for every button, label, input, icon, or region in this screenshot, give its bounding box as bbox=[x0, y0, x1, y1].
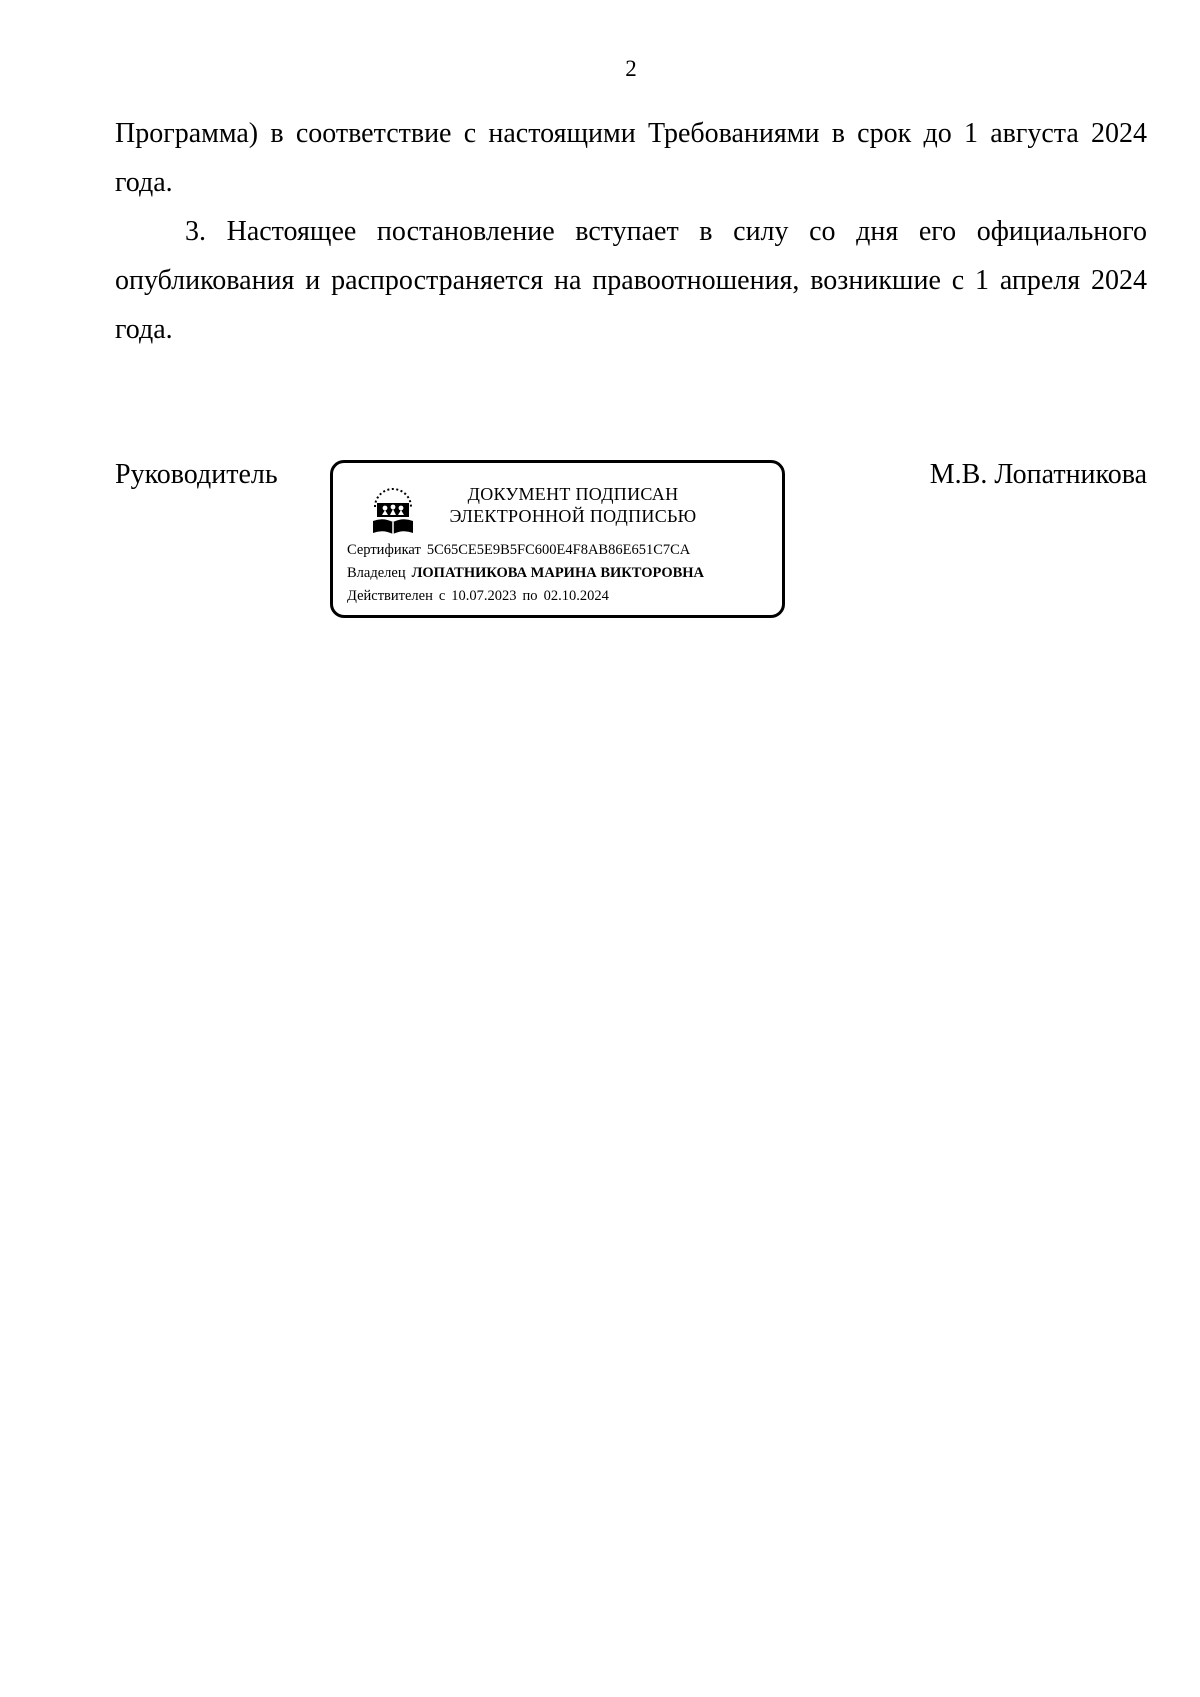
stamp-validity-line bbox=[347, 587, 609, 605]
valid-from-date: 10.07.2023 bbox=[451, 588, 517, 604]
paragraph-program-deadline: Программа) в соответствие с настоящими Требованиями в срок до 1 августа 2024 года. bbox=[115, 118, 1147, 198]
stamp-header bbox=[428, 483, 718, 527]
signer-title: Руководитель bbox=[115, 459, 278, 490]
stamp-owner-line bbox=[347, 564, 704, 582]
stamp-header-line-2: ЭЛЕКТРОННОЙ ПОДПИСЬЮ bbox=[449, 506, 697, 526]
stamp-certificate-line bbox=[347, 541, 690, 559]
certificate-label: Сертификат bbox=[347, 542, 421, 558]
page-number: 2 bbox=[625, 56, 637, 81]
certificate-value: 5C65CE5E9B5FC600E4F8AB86E651C7CA bbox=[426, 542, 691, 558]
valid-to-date: 02.10.2024 bbox=[543, 588, 609, 604]
owner-value: ЛОПАТНИКОВА МАРИНА ВИКТОРОВНА bbox=[411, 565, 705, 581]
stamp-header-line-1: ДОКУМЕНТ ПОДПИСАН bbox=[467, 484, 679, 504]
valid-to-prefix: по bbox=[522, 588, 538, 604]
coat-of-arms-icon bbox=[369, 483, 417, 539]
electronic-signature-stamp bbox=[330, 460, 785, 618]
signer-name: М.В. Лопатникова bbox=[929, 459, 1147, 490]
valid-label: Действителен bbox=[347, 588, 433, 604]
valid-from-prefix: с bbox=[438, 588, 446, 604]
paragraph-effective-date: 3. Настоящее постановление вступает в силу со дня его официального опубликования и распространяется на правоотношения, возникшие с 1 апреля 2024 года. bbox=[115, 216, 1147, 345]
owner-label: Владелец bbox=[347, 565, 406, 581]
